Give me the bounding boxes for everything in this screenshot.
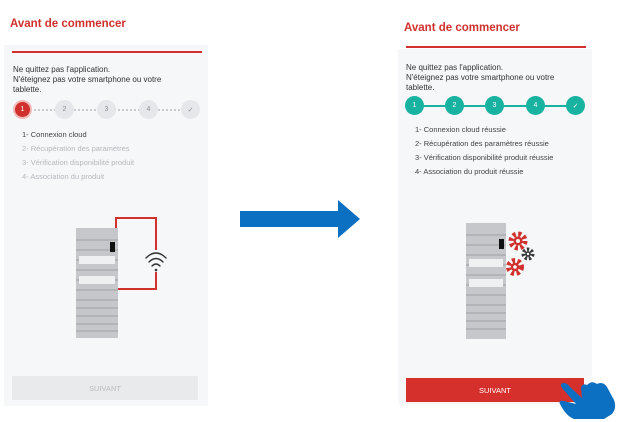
warning-message [13,65,161,95]
task-list [415,123,553,179]
app-header [4,8,208,45]
task-item-1: 1- Connexion cloud [22,130,87,139]
task-item-4: 4- Association du produit réussie [415,167,524,176]
app-header [398,12,592,49]
arrow-right-icon [238,198,362,240]
radiator-icon [76,228,118,338]
step-complete-check-icon: ✓ [566,96,585,115]
title-underline [12,51,202,53]
radiator-gears-illustration [462,217,552,347]
page-title: Avant de commencer [404,22,520,34]
progress-stepper [13,100,201,120]
task-item-3: 3- Vérification disponibilité produit réussie [415,153,554,162]
gear-icon [524,250,533,259]
step-complete-check-icon: ✓ [181,100,200,119]
task-item-1: 1- Connexion cloud réussie [415,125,506,134]
radiator-wifi-illustration [64,214,174,349]
task-list [22,128,134,184]
wifi-icon [146,253,166,271]
radiator-icon [466,223,506,339]
screen-before [4,8,208,406]
warning-line-3: tablette. [13,85,42,94]
connection-wire [116,218,156,289]
step-3: 3 [485,96,504,115]
step-2: 2 [55,100,74,119]
warning-line-2: N'éteignez pas votre smartphone ou votre [406,73,555,82]
hand-pointer-icon [556,374,618,420]
warning-line-3: tablette. [406,83,435,92]
gear-icon [509,261,522,274]
task-item-3: 3- Vérification disponibilité produit [22,158,135,167]
step-3: 3 [97,100,116,119]
gear-icon [511,234,525,248]
warning-message [406,63,554,93]
page-title: Avant de commencer [10,18,126,30]
task-item-4: 4- Association du produit [22,172,105,181]
warning-line-1: Ne quittez pas l'application. [406,63,504,72]
warning-line-1: Ne quittez pas l'application. [13,65,111,74]
screen-after [398,12,592,404]
task-item-2: 2- Récupération des paramètres réussie [415,139,549,148]
step-1: 1 [13,100,32,119]
step-4: 4 [139,100,158,119]
title-underline [406,46,586,48]
step-1: 1 [405,96,424,115]
progress-stepper [405,96,587,116]
task-item-2: 2- Récupération des paramètres [22,144,130,153]
next-button[interactable]: SUIVANT [406,378,584,402]
step-2: 2 [445,96,464,115]
step-4: 4 [526,96,545,115]
next-button[interactable]: SUIVANT [12,376,198,400]
warning-line-2: N'éteignez pas votre smartphone ou votre [13,75,162,84]
